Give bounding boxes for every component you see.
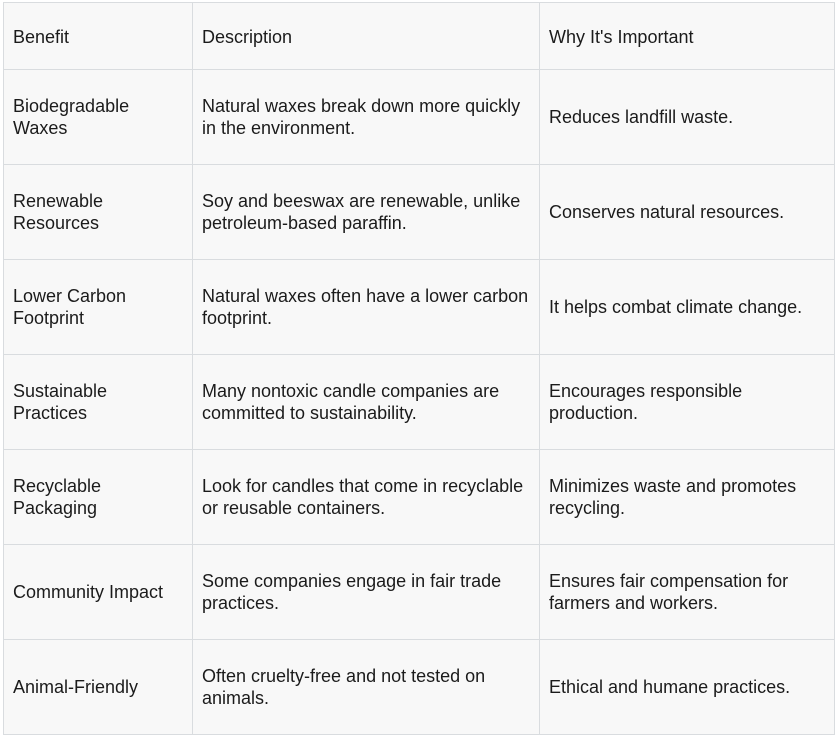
- cell-importance: Reduces landfill waste.: [540, 70, 835, 165]
- cell-importance: Encourages responsible production.: [540, 355, 835, 450]
- cell-importance: Conserves natural resources.: [540, 165, 835, 260]
- table-row: [4, 260, 835, 355]
- cell-description: Natural waxes break down more quickly in the environment.: [193, 70, 540, 165]
- cell-importance: Ensures fair compensation for farmers and workers.: [540, 545, 835, 640]
- cell-benefit: Recyclable Packaging: [4, 450, 193, 545]
- header-description: Description: [193, 3, 540, 70]
- cell-benefit: Community Impact: [4, 545, 193, 640]
- table-row: [4, 165, 835, 260]
- cell-description: Soy and beeswax are renewable, unlike petroleum-based paraffin.: [193, 165, 540, 260]
- cell-description: Many nontoxic candle companies are committed to sustainability.: [193, 355, 540, 450]
- header-why-important: Why It's Important: [540, 3, 835, 70]
- benefits-table: [3, 2, 835, 735]
- cell-benefit: Animal-Friendly: [4, 640, 193, 735]
- table-row: [4, 450, 835, 545]
- table-row: [4, 545, 835, 640]
- table-row: [4, 640, 835, 735]
- cell-benefit: Lower Carbon Footprint: [4, 260, 193, 355]
- cell-benefit: Sustainable Practices: [4, 355, 193, 450]
- cell-description: Some companies engage in fair trade practices.: [193, 545, 540, 640]
- cell-importance: Minimizes waste and promotes recycling.: [540, 450, 835, 545]
- benefits-table-container: [3, 2, 834, 735]
- table-row: [4, 70, 835, 165]
- header-benefit: Benefit: [4, 3, 193, 70]
- cell-importance: Ethical and humane practices.: [540, 640, 835, 735]
- cell-description: Natural waxes often have a lower carbon footprint.: [193, 260, 540, 355]
- cell-description: Look for candles that come in recyclable or reusable containers.: [193, 450, 540, 545]
- table-row: [4, 355, 835, 450]
- cell-description: Often cruelty-free and not tested on animals.: [193, 640, 540, 735]
- table-header-row: [4, 3, 835, 70]
- cell-benefit: Biodegradable Waxes: [4, 70, 193, 165]
- cell-importance: It helps combat climate change.: [540, 260, 835, 355]
- cell-benefit: Renewable Resources: [4, 165, 193, 260]
